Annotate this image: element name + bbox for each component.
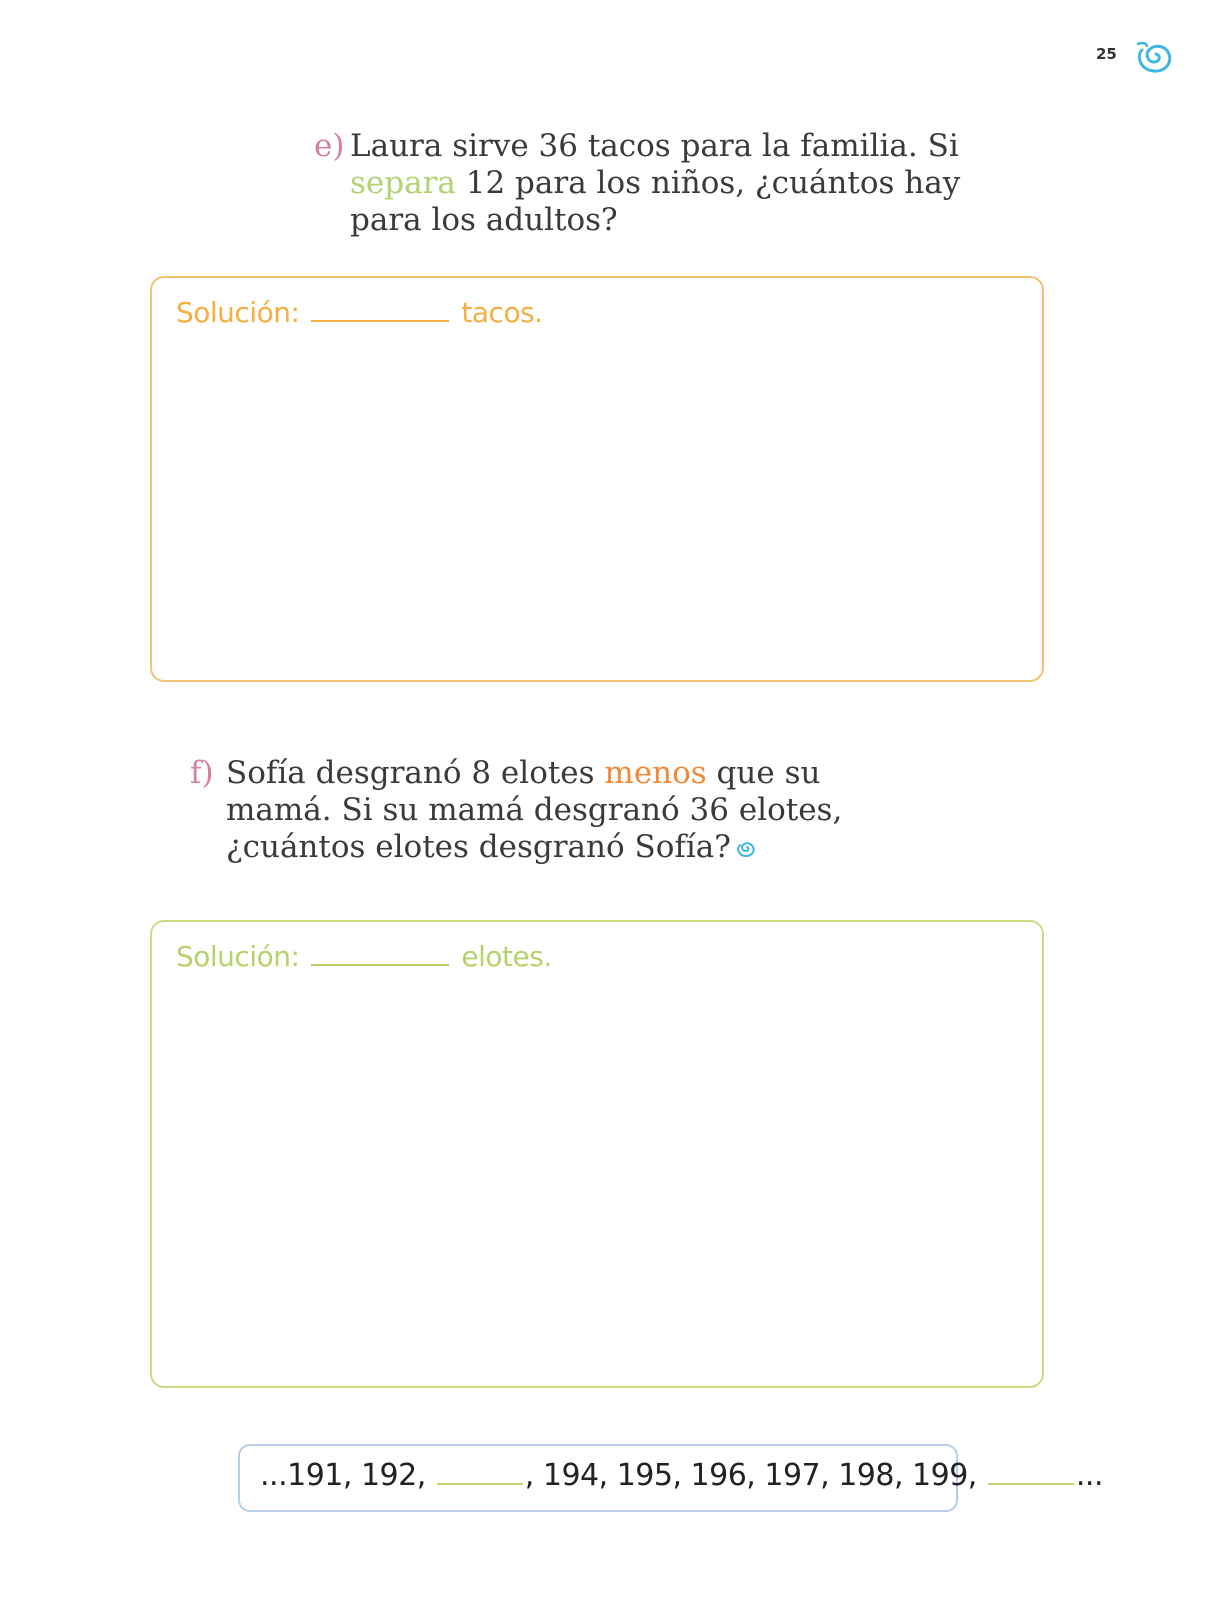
question-text: Sofía desgranó 8 elotes menos que su mamá. Si su mamá desgranó 36 elotes, ¿cuántos elotes desgranó Sofía? [226, 755, 843, 865]
question-f [190, 755, 930, 866]
page-number: 25 [1096, 45, 1117, 63]
answer-blank[interactable] [311, 963, 449, 966]
question-letter: e) [314, 128, 345, 164]
highlight-word: menos [604, 755, 707, 791]
solution-unit: tacos. [461, 296, 543, 329]
spiral-icon [1134, 38, 1174, 76]
solution-unit: elotes. [461, 940, 552, 973]
solution-line [176, 940, 552, 973]
answer-blank[interactable] [311, 319, 449, 322]
sequence-end: ... [1075, 1458, 1103, 1493]
question-text: Laura sirve 36 tacos para la familia. Si separa 12 para los niños, ¿cuántos hay para los adultos? [350, 128, 961, 238]
answer-box-f[interactable] [150, 920, 1044, 1388]
sequence-middle: , 194, 195, 196, 197, 198, 199, [524, 1458, 977, 1493]
number-sequence-box [238, 1444, 1103, 1512]
sequence-blank[interactable] [988, 1482, 1074, 1485]
question-e [314, 128, 1034, 239]
sequence-start: ...191, 192, [260, 1458, 426, 1493]
highlight-word: separa [350, 165, 456, 201]
spiral-icon [735, 839, 757, 859]
question-letter: f) [190, 755, 214, 791]
solution-label: Solución: [176, 296, 300, 329]
solution-label: Solución: [176, 940, 300, 973]
solution-line [176, 296, 543, 329]
number-sequence [260, 1458, 1103, 1493]
answer-box-e[interactable] [150, 276, 1044, 682]
sequence-blank[interactable] [437, 1482, 523, 1485]
